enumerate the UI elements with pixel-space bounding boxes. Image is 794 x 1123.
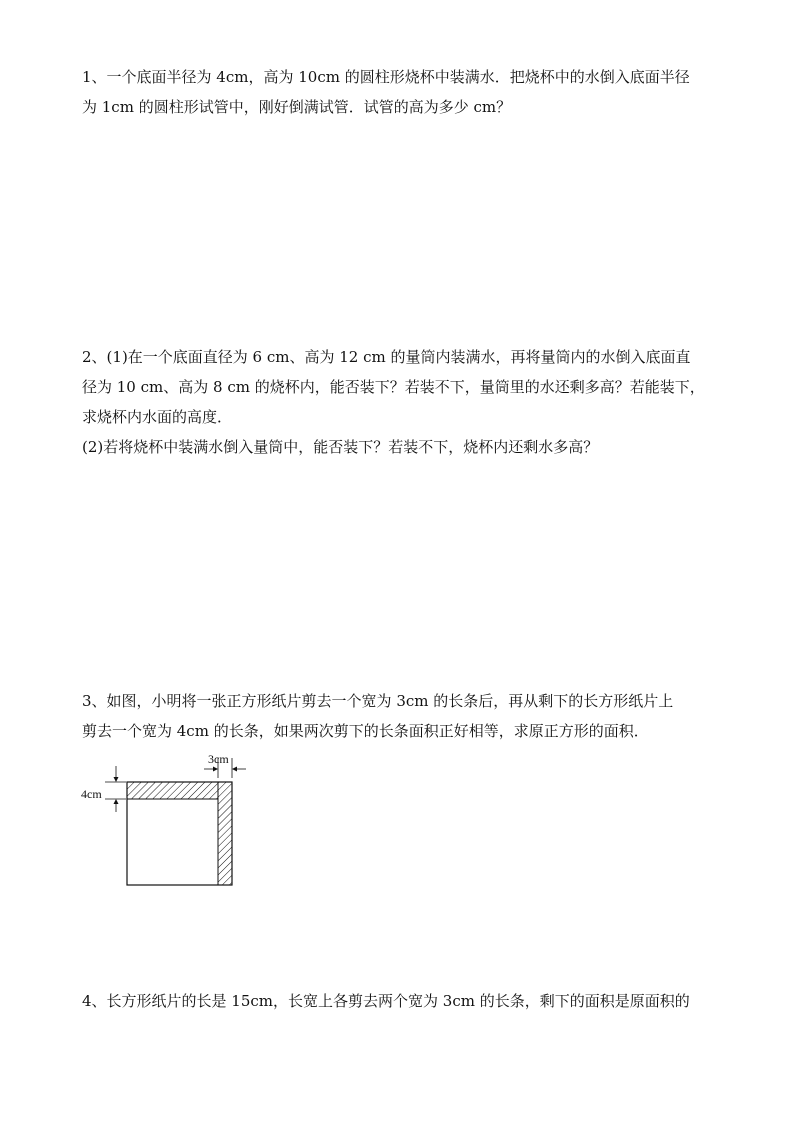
question-1-line-2: 为 1cm 的圆柱形试管中，刚好倒满试管．试管的高为多少 cm？ bbox=[82, 98, 512, 116]
question-2 bbox=[82, 342, 722, 462]
question-4 bbox=[82, 986, 722, 1016]
label-3cm: 3cm bbox=[208, 752, 229, 766]
question-2-line-2: 径为 10 cm、高为 8 cm 的烧杯内，能否装下？若装不下，量筒里的水还剩多高？若能装下， bbox=[82, 378, 705, 396]
question-3-line-2: 剪去一个宽为 4cm 的长条，如果两次剪下的长条面积正好相等，求原正方形的面积． bbox=[82, 722, 649, 740]
question-2-line-3: 求烧杯内水面的高度． bbox=[82, 408, 233, 426]
question-2-line-1: 2、(1)在一个底面直径为 6 cm、高为 12 cm 的量筒内装满水，再将量筒内的水倒入底面直 bbox=[82, 348, 691, 366]
question-3 bbox=[82, 686, 722, 746]
square-strip-figure bbox=[76, 748, 256, 893]
question-1 bbox=[82, 62, 722, 122]
top-strip-4cm bbox=[127, 782, 218, 799]
question-1-line-1: 1、一个底面半径为 4cm，高为 10cm 的圆柱形烧杯中装满水．把烧杯中的水倒入底面半径 bbox=[82, 68, 690, 86]
question-2-line-4: (2)若将烧杯中装满水倒入量筒中，能否装下？若装不下，烧杯内还剩水多高？ bbox=[82, 438, 599, 456]
right-strip-3cm bbox=[218, 782, 232, 885]
question-4-line-1: 4、长方形纸片的长是 15cm，长宽上各剪去两个宽为 3cm 的长条，剩下的面积是原面积的 bbox=[82, 992, 690, 1010]
question-3-line-1: 3、如图，小明将一张正方形纸片剪去一个宽为 3cm 的长条后，再从剩下的长方形纸片上 bbox=[82, 692, 674, 710]
label-4cm: 4cm bbox=[81, 787, 102, 801]
